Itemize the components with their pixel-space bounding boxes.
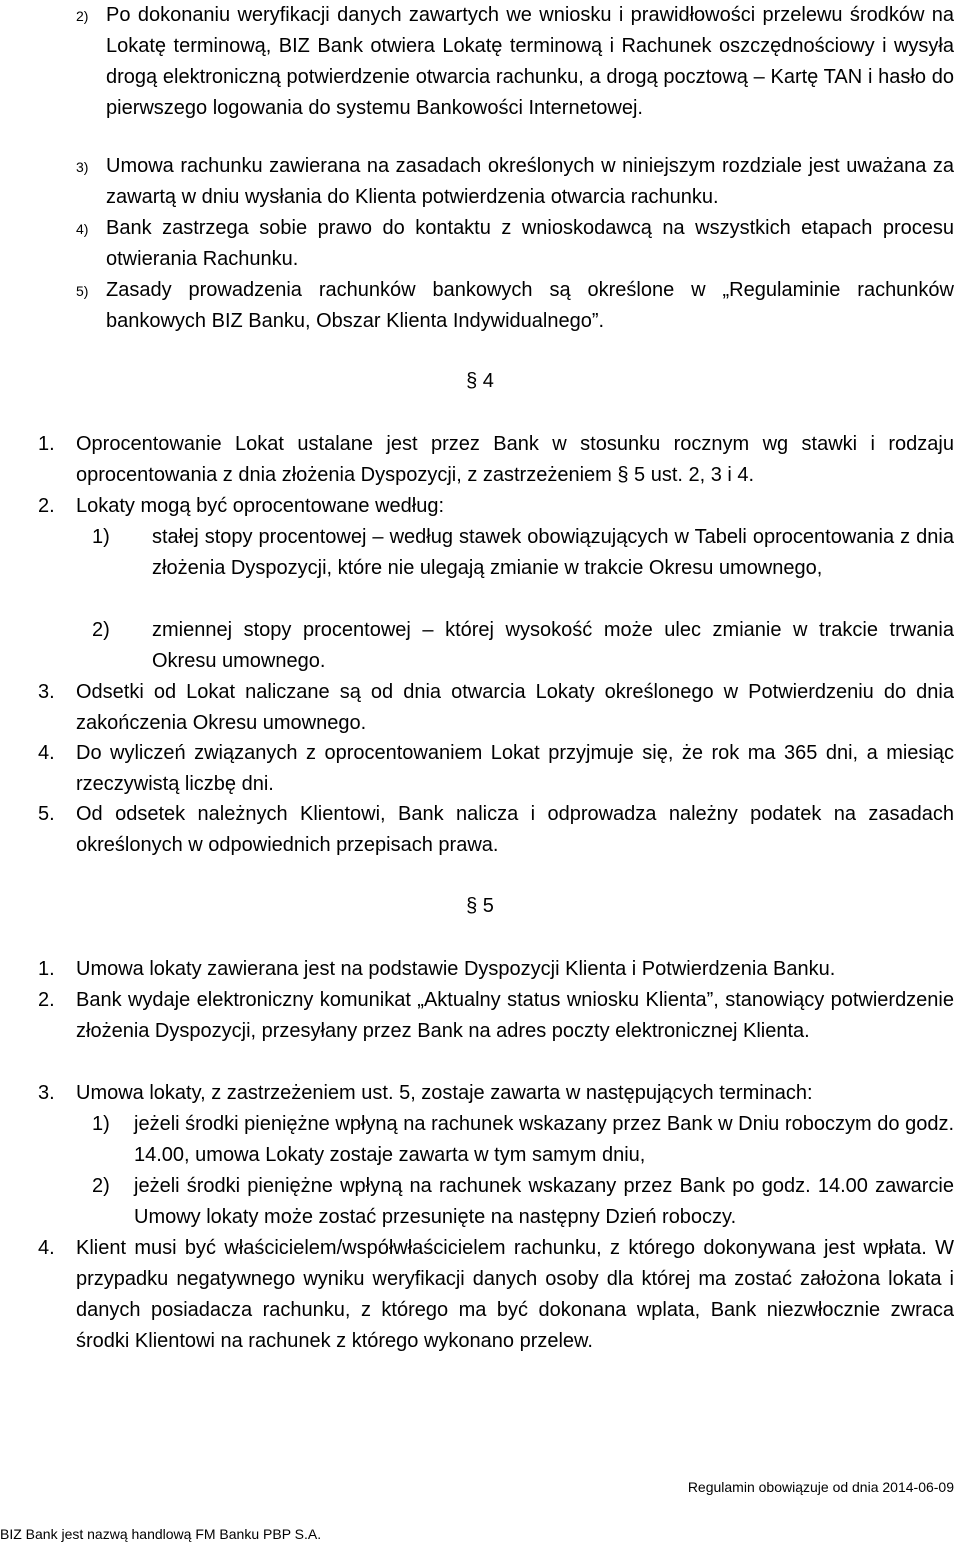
section-heading: § 4 bbox=[466, 370, 494, 392]
list-item-text: stałej stopy procentowej – według stawek obowiązujących w Tabeli oprocentowania z dnia złożenia Dyspozycji, które nie ulegają zmianie w trakcie Okresu umownego, bbox=[152, 526, 954, 579]
list-item-number: 5) bbox=[76, 283, 89, 299]
paragraph-number: 1. bbox=[38, 958, 55, 980]
paragraph-number: 4. bbox=[38, 1237, 55, 1259]
paragraph-text: Klient musi być właścicielem/współwłaścicielem rachunku, z którego dokonywana jest wpłata. W przypadku negatywnego wyniku weryfikacji danych osoby dla której ma zostać założona lokata i danych posiadacza rachunku, z którego ma być dokonana wplata, Bank niezwłocznie zwraca środki Klientowi na rachunek z którego wykonano przelew. bbox=[76, 1237, 954, 1352]
list-item-number: 2) bbox=[76, 8, 89, 24]
list-item-text: Bank zastrzega sobie prawo do kontaktu z wnioskodawcą na wszystkich etapach procesu otwierania Rachunku. bbox=[106, 217, 954, 270]
list-item-number: 3) bbox=[76, 159, 89, 175]
paragraph-number: 4. bbox=[38, 742, 55, 764]
paragraph-number: 2. bbox=[38, 495, 55, 517]
list-item-text: jeżeli środki pieniężne wpłyną na rachunek wskazany przez Bank w Dniu roboczym do godz. 14.00, umowa Lokaty zostaje zawarta w tym samym dniu, bbox=[134, 1113, 954, 1166]
section-heading: § 5 bbox=[466, 895, 494, 917]
effective-date-note: Regulamin obowiązuje od dnia 2014-06-09 bbox=[687, 1479, 954, 1495]
paragraph-number: 1. bbox=[38, 433, 55, 455]
list-item-number: 4) bbox=[76, 221, 89, 237]
paragraph-text: Bank wydaje elektroniczny komunikat „Aktualny status wniosku Klienta”, stanowiący potwierdzenie złożenia Dyspozycji, przesyłany przez Bank na adres poczty elektronicznej Klienta. bbox=[76, 989, 954, 1042]
list-item-text: Po dokonaniu weryfikacji danych zawartych we wniosku i prawidłowości przelewu środków na Lokatę terminową, BIZ Bank otwiera Lokatę terminową i Rachunek oszczędnościowy i wysyła drogą elektroniczną potwierdzenie otwarcia rachunku, a drogą pocztową – Kartę TAN i hasło do pierwszego logowania do systemu Bankowości Internetowej. bbox=[106, 4, 954, 119]
list-item-number: 1) bbox=[92, 1113, 110, 1135]
paragraph-number: 2. bbox=[38, 989, 55, 1011]
list-item-text: Zasady prowadzenia rachunków bankowych są określone w „Regulaminie rachunków bankowych BIZ Banku, Obszar Klienta Indywidualnego”. bbox=[106, 279, 954, 332]
list-item-text: Umowa rachunku zawierana na zasadach określonych w niniejszym rozdziale jest uważana za zawartą w dniu wysłania do Klienta potwierdzenia otwarcia rachunku. bbox=[106, 155, 954, 208]
list-item-number: 2) bbox=[92, 619, 110, 641]
paragraph-number: 3. bbox=[38, 1082, 55, 1104]
paragraph-text: Odsetki od Lokat naliczane są od dnia otwarcia Lokaty określonego w Potwierdzeniu do dnia zakończenia Okresu umownego. bbox=[76, 681, 954, 734]
paragraph-number: 3. bbox=[38, 681, 55, 703]
paragraph-text: Umowa lokaty, z zastrzeżeniem ust. 5, zostaje zawarta w następujących terminach: bbox=[76, 1082, 813, 1104]
paragraph-text: Do wyliczeń związanych z oprocentowaniem Lokat przyjmuje się, że rok ma 365 dni, a miesiąc rzeczywistą liczbę dni. bbox=[76, 742, 954, 795]
list-item-text: zmiennej stopy procentowej – której wysokość może ulec zmianie w trakcie trwania Okresu umownego. bbox=[152, 619, 954, 672]
paragraph-text: Oprocentowanie Lokat ustalane jest przez Bank w stosunku rocznym wg stawki i rodzaju oprocentowania z dnia złożenia Dyspozycji, z zastrzeżeniem § 5 ust. 2, 3 i 4. bbox=[76, 433, 954, 486]
brand-footer: BIZ Bank jest nazwą handlową FM Banku PBP S.A. bbox=[0, 1526, 322, 1542]
paragraph-text: Umowa lokaty zawierana jest na podstawie Dyspozycji Klienta i Potwierdzenia Banku. bbox=[76, 958, 836, 980]
list-item-number: 1) bbox=[92, 526, 110, 548]
list-item-text: jeżeli środki pieniężne wpłyną na rachunek wskazany przez Bank po godz. 14.00 zawarcie Umowy lokaty może zostać przesunięte na następny Dzień roboczy. bbox=[134, 1175, 954, 1228]
paragraph-text: Od odsetek należnych Klientowi, Bank nalicza i odprowadza należny podatek na zasadach określonych w odpowiednich przepisach prawa. bbox=[76, 803, 954, 856]
list-item-number: 2) bbox=[92, 1175, 110, 1197]
paragraph-number: 5. bbox=[38, 803, 55, 825]
paragraph-text: Lokaty mogą być oprocentowane według: bbox=[76, 495, 445, 517]
